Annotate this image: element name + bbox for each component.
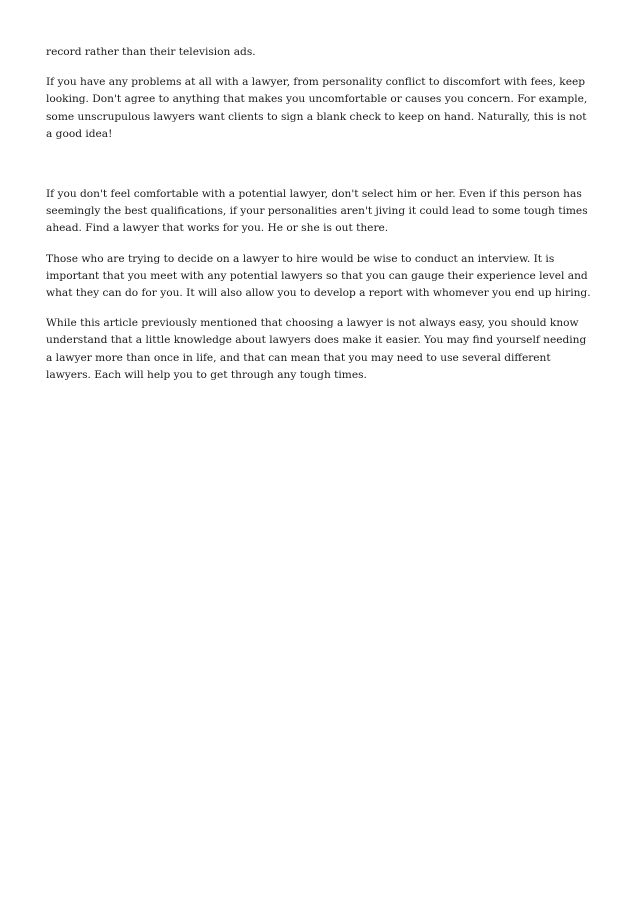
- paragraph-continuation: record rather than their television ads.: [46, 46, 256, 58]
- paragraph-comfort: If you don't feel comfortable with a potential lawyer, don't select him or her. Even if this person has seemingly the best qualifications, if your personalities aren't jiving it could lead to some tough times ahead. Find a lawyer that works for you. He or she is out there.: [46, 188, 588, 235]
- paragraph-interview: Those who are trying to decide on a lawyer to hire would be wise to conduct an interview. It is important that you meet with any potential lawyers so that you can gauge their experience level and what they can do for you. It will also allow you to develop a report with whomever you end up hiring.: [46, 252, 591, 300]
- paragraph-conclusion: While this article previously mentioned that choosing a lawyer is not always easy, you should know understand that a little knowledge about lawyers does make it easier. You may find yourself needing a lawyer more than once in life, and that can mean that you may need to use several different lawyers. Each will help you to get through any tough times.: [46, 317, 587, 381]
- document-body: [46, 44, 594, 397]
- paragraph-problems-with-lawyer: If you have any problems at all with a lawyer, from personality conflict to discomfort with fees, keep looking. Don't agree to anything that makes you uncomfortable or causes you concern. For example, some unscrupulous lawyers want clients to sign a blank check to keep on hand. Naturally, this is not a good idea!: [46, 76, 588, 140]
